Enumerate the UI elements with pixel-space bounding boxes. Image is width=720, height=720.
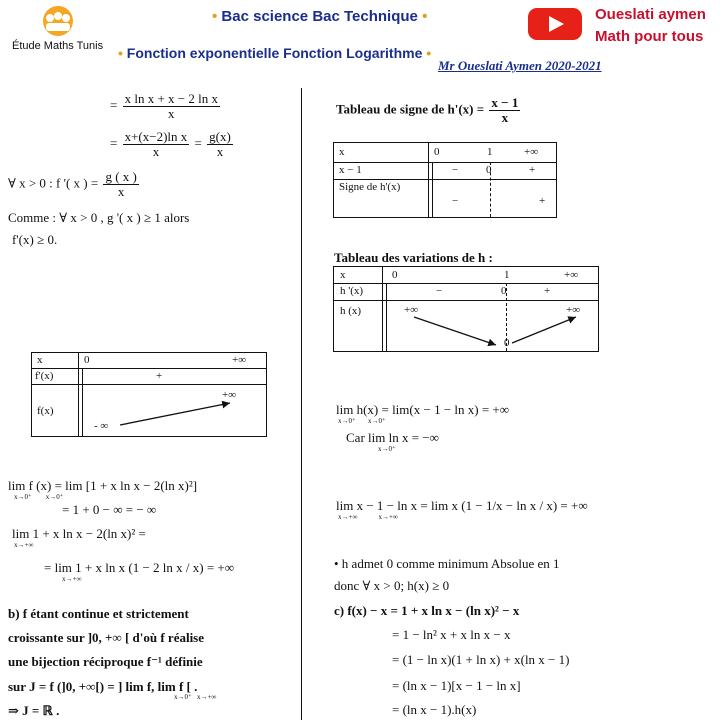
author-line: Mr Oueslati Aymen 2020-2021	[438, 58, 602, 73]
h-variation-table	[333, 266, 599, 352]
part-b-line-2: croissante sur ]0, +∞ [ d'où f réalise	[8, 630, 205, 645]
part-b-line-3: une bijection réciproque f⁻¹ définie	[8, 654, 203, 669]
sign-table-title: Tableau de signe de h'(x) = $\frac{x - 1}{x}$	[336, 95, 519, 125]
stab-xinf: +∞	[524, 146, 539, 158]
stab-r2-plus: +	[529, 164, 536, 176]
f-variation-table	[31, 352, 267, 437]
part-b-line-1: b) f étant continue et strictement	[8, 606, 189, 621]
htab-x1: 1	[504, 269, 510, 281]
lim-f-0-sub: x→0⁺ x→0⁺	[14, 493, 64, 501]
htab-zero: 0	[501, 285, 507, 297]
left-line-1: = $\frac{\text{x ln x + x − 2 ln x}}{x}$	[110, 91, 218, 121]
stab-x1: 1	[487, 146, 493, 158]
left-line-2: = $\frac{\text{x+(x−2)ln x}}{x}$ = $\frac{g(x)}{x}$	[110, 129, 231, 159]
min-line-2: donc ∀ x > 0; h(x) ≥ 0	[334, 578, 450, 593]
left-line-5: f'(x) ≥ 0.	[12, 232, 58, 247]
lim-h-0-sub: x→0⁺ x→0⁺	[338, 417, 386, 425]
htab-left: +∞	[404, 304, 419, 316]
htab-hprime: h '(x)	[340, 285, 364, 297]
logo-icon	[28, 4, 88, 38]
ftab-xinf: +∞	[232, 354, 247, 366]
stab-r2-minus: −	[452, 164, 459, 176]
stab-r2-label: x − 1	[339, 164, 362, 176]
part-b-line-4-sub: x→0⁺ x→+∞	[174, 693, 217, 701]
stab-x: x	[339, 146, 345, 158]
htab-x0: 0	[392, 269, 398, 281]
lim-h-inf: lim x − 1 − ln x = lim x (1 − 1/x − ln x / x) = +∞	[336, 498, 588, 513]
lim-h-0: lim h(x) = lim(x − 1 − ln x) = +∞	[336, 402, 510, 417]
car-line-sub: x→0⁺	[378, 445, 396, 453]
htab-right: +∞	[566, 304, 581, 316]
bac-line: • Bac science Bac Technique •	[212, 8, 428, 25]
lim-f-0: lim f (x) = lim [1 + x ln x − 2(ln x)²]	[8, 478, 198, 493]
h-variation-title: Tableau des variations de h :	[334, 250, 493, 265]
lim-f-inf-sub: x→+∞	[14, 541, 34, 549]
ftab-sign: +	[156, 370, 163, 382]
part-b-line-5: ⇒ J = ℝ .	[8, 703, 60, 718]
ftab-arrow	[32, 353, 266, 436]
part-c-line-2: = 1 − ln² x + x ln x − x	[392, 627, 511, 642]
ftab-from: - ∞	[94, 420, 109, 432]
lim-f-0-result: = 1 + 0 − ∞ = − ∞	[62, 502, 157, 517]
youtube-icon	[526, 6, 584, 47]
part-b-line-4: sur J = f (]0, +∞[) = ] lim f, lim f [ .	[8, 679, 198, 694]
part-c-line-1: c) f(x) − x = 1 + x ln x − (ln x)² − x	[334, 603, 520, 618]
stab-r3-minus: −	[452, 195, 459, 207]
lim-f-inf-result-sub: x→+∞	[62, 575, 82, 583]
htab-min: 0	[504, 337, 510, 349]
left-line-4: Comme : ∀ x > 0 , g '( x ) ≥ 1 alors	[8, 210, 190, 225]
min-line-1: • h admet 0 comme minimum Absolue en 1	[334, 556, 560, 571]
part-c-line-3: = (1 − ln x)(1 + ln x) + x(ln x − 1)	[392, 652, 570, 667]
column-divider	[301, 88, 302, 720]
car-line: Car lim ln x = −∞	[346, 430, 439, 445]
htab-arrows	[334, 267, 598, 351]
htab-xinf: +∞	[564, 269, 579, 281]
htab-h: h (x)	[340, 305, 362, 317]
ftab-f: f(x)	[37, 405, 54, 417]
channel-name: Oueslati aymen	[595, 6, 706, 23]
lim-h-inf-sub: x→+∞ x→+∞	[338, 513, 398, 521]
ftab-x: x	[37, 354, 43, 366]
stab-r3-plus: +	[539, 195, 546, 207]
left-line-3: ∀ x > 0 : f '( x ) = $\frac{g ( x )}{x}$	[8, 169, 137, 199]
stab-r2-zero: 0	[486, 164, 492, 176]
stab-x0: 0	[434, 146, 440, 158]
channel-tag: Math pour tous	[595, 28, 704, 45]
logo	[28, 4, 88, 38]
topic-line: • Fonction exponentielle Fonction Logarithme •	[118, 45, 432, 61]
lim-f-inf: lim 1 + x ln x − 2(ln x)² =	[12, 526, 146, 541]
ftab-x0: 0	[84, 354, 90, 366]
ftab-fprime: f'(x)	[35, 370, 54, 382]
htab-minus: −	[436, 285, 443, 297]
ftab-to: +∞	[222, 389, 237, 401]
stab-r3-label: Signe de h'(x)	[339, 181, 401, 193]
lim-f-inf-result: = lim 1 + x ln x (1 − 2 ln x / x) = +∞	[44, 560, 235, 575]
part-c-line-4: = (ln x − 1)[x − 1 − ln x]	[392, 678, 521, 693]
htab-plus: +	[544, 285, 551, 297]
h-sign-table	[333, 142, 557, 218]
logo-text: Étude Maths Tunis	[12, 40, 104, 52]
part-c-line-5: = (ln x − 1).h(x)	[392, 702, 477, 717]
htab-x: x	[340, 269, 346, 281]
